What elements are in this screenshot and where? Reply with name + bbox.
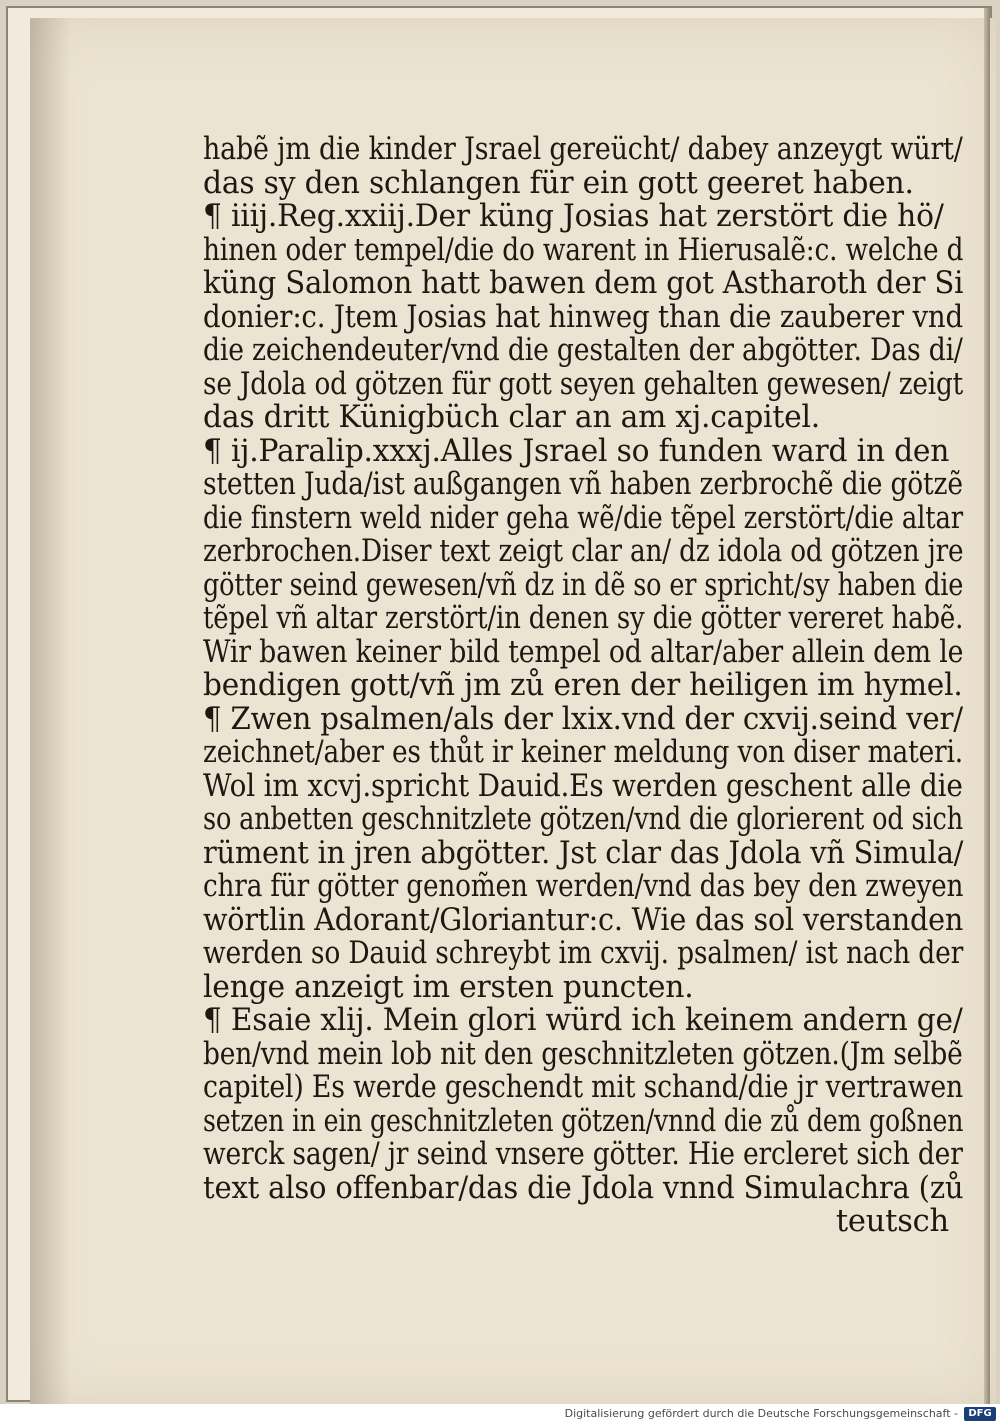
text-line: das sy den schlangen für ein gott geeret haben. <box>203 165 914 201</box>
text-line: Wir bawen keiner bild tempel od altar/aber allein dem le <box>203 634 964 670</box>
catchword: teutsch <box>835 1204 949 1239</box>
text-line: text also offenbar/das die Jdola vnnd Simulachra (zů <box>203 1170 964 1206</box>
text-line: lenge anzeigt im ersten puncten. <box>203 969 694 1005</box>
text-line: die zeichendeuter/vnd die gestalten der abgötter. Das di/ <box>203 333 963 368</box>
scan-border <box>6 6 992 1402</box>
text-line: werck sagen/ jr seind vnsere götter. Hie ercleret sich der <box>203 1137 963 1172</box>
text-line: setzen in ein geschnitzleten götzen/vnnd die zů dem goßnen <box>203 1103 964 1139</box>
text-line: capitel) Es werde geschendt mit schand/die jr vertrawen <box>203 1070 964 1105</box>
gutter-shadow <box>30 18 70 1414</box>
text-line: werden so Dauid schreybt im cxvij. psalmen/ ist nach der <box>203 936 964 971</box>
text-line: rüment in jren abgötter. Jst clar das Jdola vñ Simula/ <box>203 835 964 871</box>
text-line: die finstern weld nider geha wẽ/die tẽpel zerstört/die altar <box>203 500 963 536</box>
text-line: ¶ ij.Paralip.xxxj.Alles Jsrael so funden ward in den <box>203 433 950 469</box>
page-edge <box>984 8 990 1404</box>
text-line: ¶ Esaie xlij. Mein glori würd ich keinem andern ge/ <box>203 1003 963 1038</box>
text-line: küng Salomon hatt bawen dem got Astharoth der Si <box>203 266 964 301</box>
text-line: hinen oder tempel/die do warent in Hierusalẽ:c. welche d <box>203 232 964 268</box>
footer-bar <box>0 1404 1000 1424</box>
text-line: se Jdola od götzen für gott seyen gehalten gewesen/ zeigt <box>203 366 964 402</box>
text-line: chra für götter genom̃en werden/vnd das bey den zweyen <box>203 869 964 904</box>
text-line: das dritt Künigbüch clar an am xj.capitel. <box>203 400 821 435</box>
text-line: ¶ Zwen psalmen/als der lxix.vnd der cxvij.seind ver/ <box>203 701 963 737</box>
text-line: Wol im xcvj.spricht Dauid.Es werden geschent alle die <box>203 768 963 804</box>
text-line: ben/vnd mein lob nit den geschnitzleten götzen.(Jm selbẽ <box>203 1036 963 1072</box>
text-line: bendigen gott/vñ jm zů eren der heiligen im hymel. <box>203 668 963 703</box>
text-line: habẽ jm die kinder Jsrael gereücht/ dabey anzeygt würt/ <box>203 132 963 167</box>
text-line: tẽpel vñ altar zerstört/in denen sy die götter vereret habẽ. <box>203 601 964 636</box>
text-line: götter seind gewesen/vñ dz in dẽ so er spricht/sy haben die <box>203 567 964 603</box>
funding-credit: Digitalisierung gefördert durch die Deutsche Forschungsgemeinschaft - <box>564 1407 958 1420</box>
text-line: zerbrochen.Diser text zeigt clar an/ dz idola od götzen jre <box>203 534 964 569</box>
text-line: ¶ iiij.Reg.xxiij.Der küng Josias hat zerstört die hö/ <box>203 199 944 234</box>
page-text-block <box>203 133 983 1239</box>
text-line: zeichnet/aber es thůt ir keiner meldung von diser materi. <box>203 735 964 770</box>
book-page <box>30 18 996 1408</box>
text-line: wörtlin Adorant/Gloriantur:c. Wie das sol verstanden <box>203 902 964 938</box>
text-line: donier:c. Jtem Josias hat hinweg than die zauberer vnd <box>203 299 964 335</box>
text-line: stetten Juda/ist außgangen vñ haben zerbrochẽ die götzẽ <box>203 467 963 502</box>
text-line: so anbetten geschnitzlete götzen/vnd die glorierent od sich <box>203 802 964 837</box>
dfg-logo-icon: DFG <box>964 1407 996 1421</box>
